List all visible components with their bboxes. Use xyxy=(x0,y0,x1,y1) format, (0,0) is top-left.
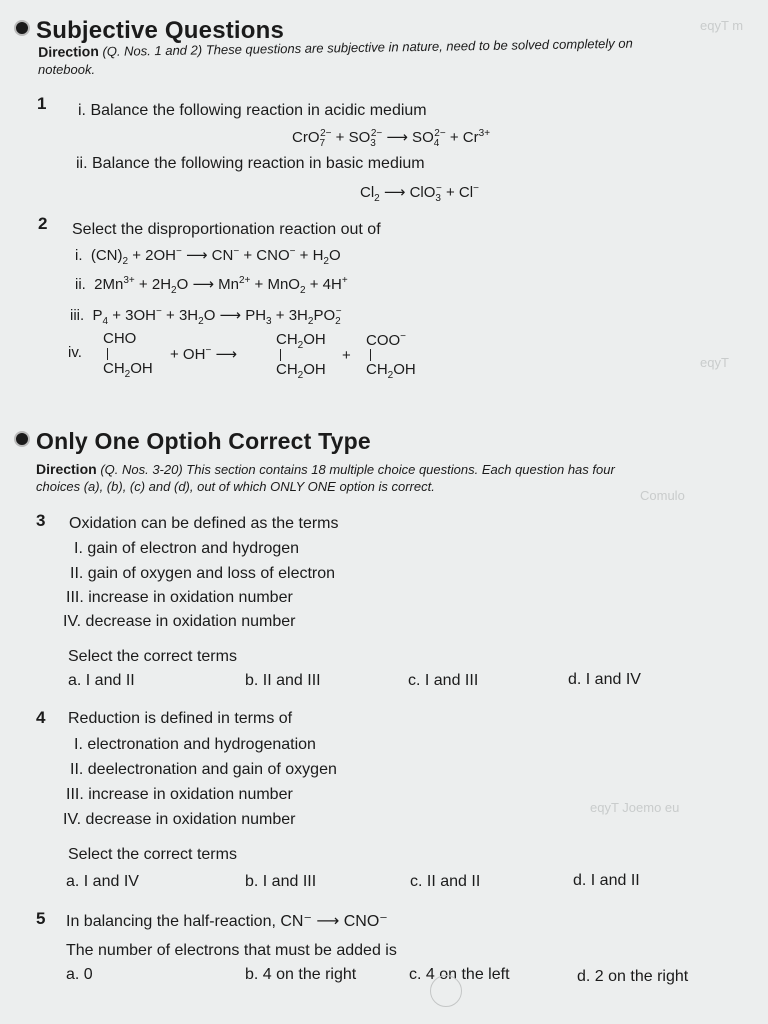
bond-line xyxy=(280,349,281,361)
answer-option: a. I and II xyxy=(68,672,135,689)
answer-option: c. II and II xyxy=(410,873,481,890)
answer-option: b. II and III xyxy=(245,672,321,689)
statement-item: II. gain of oxygen and loss of electron xyxy=(70,565,336,582)
answer-option: d. I and IV xyxy=(568,671,641,688)
structure-cho: CHO xyxy=(103,330,137,347)
bond-line xyxy=(370,349,371,361)
question-prompt: The number of electrons that must be added is xyxy=(66,942,397,959)
question-prompt: Select the correct terms xyxy=(68,846,237,863)
direction-line2: choices (a), (b), (c) and (d), out of which ONLY ONE option is correct. xyxy=(36,479,435,494)
q1-part-ii: ii. Balance the following reaction in basic medium xyxy=(76,155,425,172)
direction-line: (Q. Nos. 3-20) This section contains 18 multiple choice questions. Each question has four xyxy=(100,462,615,477)
reaction-option: i. $(CN)_2 + 2OH^-$ ⟶ $CN^- + CNO^- + H_2O$ xyxy=(75,246,341,267)
question-number: 1 xyxy=(37,94,47,113)
statement-item: III. increase in oxidation number xyxy=(66,786,293,803)
plus-sign: + xyxy=(342,347,351,364)
bleed-text: eqyT Joemo eu xyxy=(590,800,680,815)
answer-option: d. 2 on the right xyxy=(577,968,689,985)
option-label: iv. xyxy=(68,344,82,361)
bullet-icon xyxy=(14,431,30,447)
equation-basic: $Cl_2$ ⟶ ClO$_3$− + Cl− xyxy=(360,183,479,204)
bond-line xyxy=(107,348,108,360)
option-label: ii. xyxy=(75,276,86,293)
option-label: iii. xyxy=(70,307,85,324)
statement-item: IV. decrease in oxidation number xyxy=(63,811,296,828)
direction-text xyxy=(36,461,615,478)
reaction-option: iii. $P_4 + 3OH^- + 3H_2O$ ⟶ $PH_3 + 3H_2PO_2^-$ xyxy=(70,306,342,327)
q1-part-i: i. Balance the following reaction in acidic medium xyxy=(78,102,427,119)
direction-line: (Q. Nos. 1 and 2) These questions are subjective in nature, need to be solved completely on xyxy=(102,35,633,59)
answer-option: c. 4 on the left xyxy=(409,966,510,983)
statement-item: II. deelectronation and gain of oxygen xyxy=(70,761,337,778)
direction-label: Direction xyxy=(38,43,99,60)
structure-ch2oh: $CH_2OH$ xyxy=(103,360,153,380)
question-number: 3 xyxy=(36,511,46,530)
option-label: i. xyxy=(75,247,83,264)
answer-option: a. I and IV xyxy=(66,873,139,890)
reagent: + OH− ⟶ xyxy=(170,345,237,363)
statement-item: IV. decrease in oxidation number xyxy=(63,613,296,630)
bleed-text: eqyT m xyxy=(700,18,744,33)
statement-item: I. electronation and hydrogenation xyxy=(74,736,316,753)
structure-ch2oh: $CH_2OH$ xyxy=(276,331,326,351)
answer-option: b. 4 on the right xyxy=(245,966,357,983)
bleed-text: Comulo xyxy=(640,488,685,503)
answer-option: a. 0 xyxy=(66,966,93,983)
bleed-text: eqyT xyxy=(700,355,729,370)
bullet-icon xyxy=(14,20,30,36)
question-text: Select the disproportionation reaction out of xyxy=(72,221,381,238)
section-title-text: Only One Optioh Correct Type xyxy=(36,428,371,454)
statement-item: I. gain of electron and hydrogen xyxy=(74,540,300,557)
structure-ch2oh: $CH_2OH$ xyxy=(276,361,326,381)
reaction-option: ii. $2Mn^{3+} + 2H_2O$ ⟶ $Mn^{2+} + MnO_2 + 4H^+$ xyxy=(75,275,348,296)
question-number: 5 xyxy=(36,909,46,928)
direction-line2: notebook. xyxy=(38,62,96,77)
section-title-text: Subjective Questions xyxy=(36,17,285,44)
structure-coo: COO− xyxy=(366,331,407,349)
statement-item: III. increase in oxidation number xyxy=(66,589,293,606)
question-prompt: Select the correct terms xyxy=(68,648,237,665)
equation-acidic: $CrO_7^{2-} + SO_3^{2-}$ ⟶ $SO_4^{2-} + Cr^{3+}$ xyxy=(292,128,491,149)
question-number: 4 xyxy=(36,708,46,727)
answer-option: b. I and III xyxy=(245,873,317,890)
direction-label: Direction xyxy=(36,461,97,477)
question-text: Reduction is defined in terms of xyxy=(68,710,293,727)
answer-option: d. I and II xyxy=(573,872,640,889)
question-text: In balancing the half-reaction, CN⁻ ⟶ CNO⁻ xyxy=(66,913,388,930)
section-title-single-correct xyxy=(14,428,371,455)
question-number: 2 xyxy=(38,214,48,233)
pencil-mark xyxy=(430,975,462,1007)
answer-option: c. I and III xyxy=(408,672,479,689)
structure-ch2oh: $CH_2OH$ xyxy=(366,361,416,381)
question-text: Oxidation can be defined as the terms xyxy=(69,515,339,532)
